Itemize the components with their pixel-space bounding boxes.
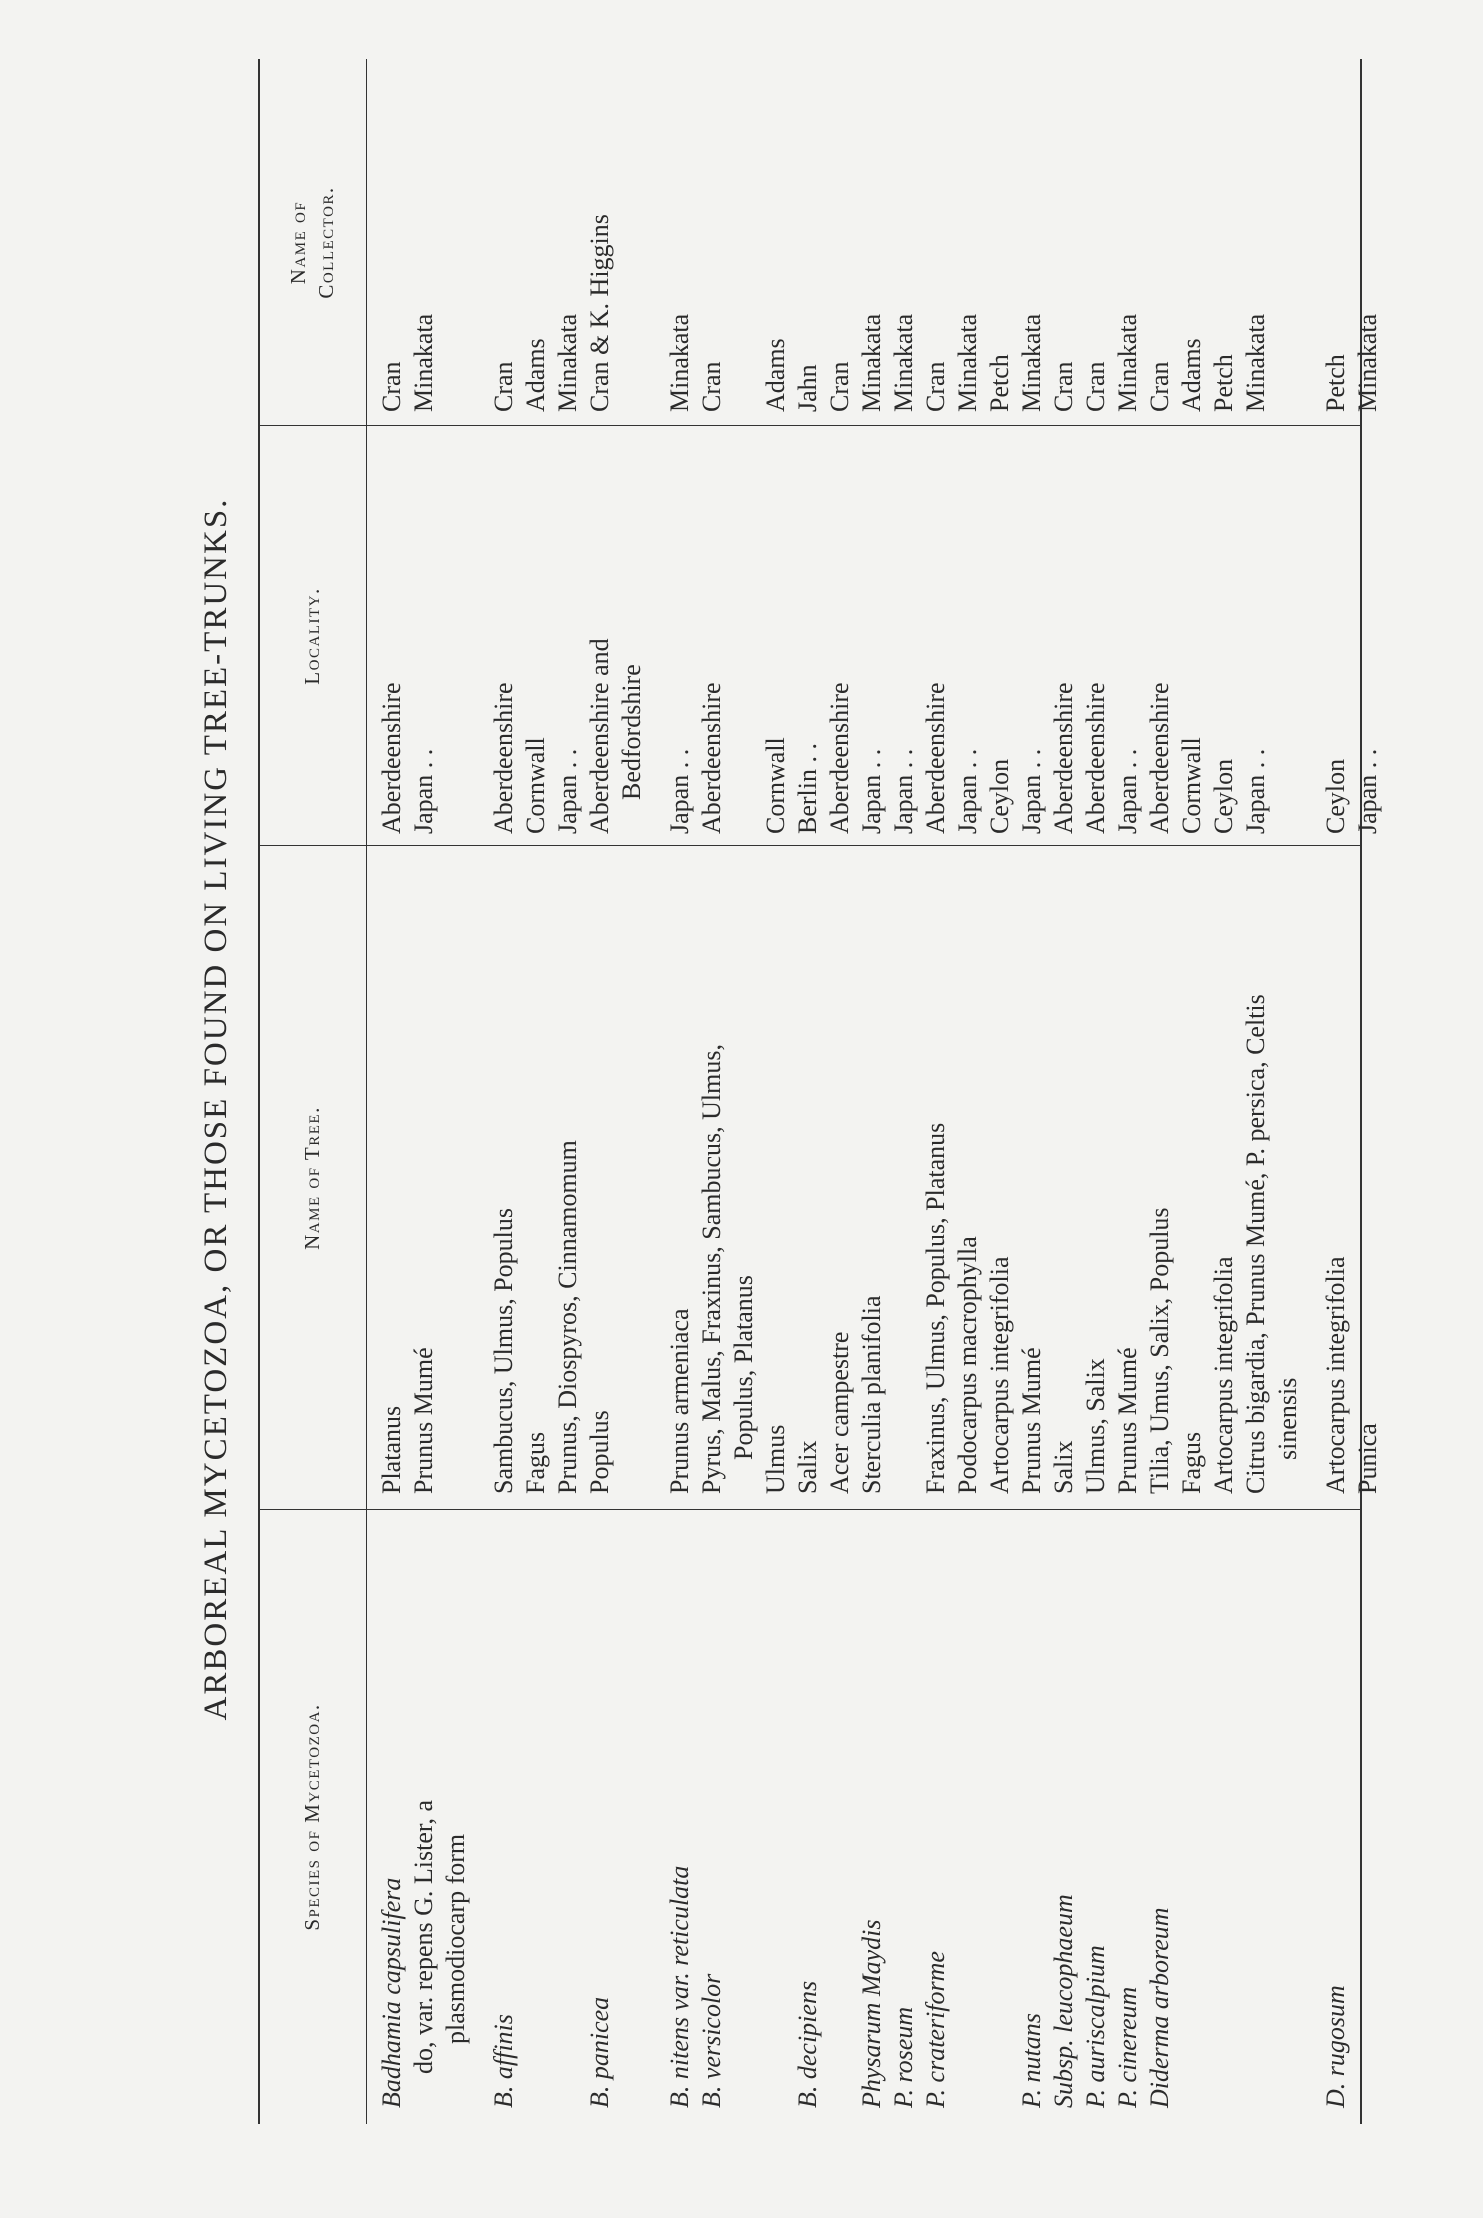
collector-cell: Petch [1321, 354, 1350, 412]
row-spacer [648, 59, 664, 2124]
table-row [616, 59, 648, 2124]
locality-cell: Aberdeenshire [697, 682, 726, 834]
table-row [1208, 59, 1240, 2124]
tree-cell: Populus, Platanus [729, 1275, 758, 1460]
locality-cell: Japan . . [1017, 748, 1046, 834]
locality-cell: Japan . . [857, 748, 886, 834]
header-species [258, 1510, 366, 2124]
table-header-rule [366, 59, 367, 2124]
table-row [728, 59, 760, 2124]
locality-cell: Ceylon [1209, 758, 1238, 834]
tree-cell: Populus [585, 1410, 614, 1494]
tree-cell: Fagus [521, 1431, 550, 1494]
header-locality [258, 426, 366, 846]
species-cell: Diderma arboreum [1145, 1907, 1174, 2108]
collector-cell: Minakata [857, 313, 886, 412]
header-collector [258, 59, 366, 426]
locality-cell: Cornwall [761, 737, 790, 834]
locality-cell: Aberdeenshire [1081, 682, 1110, 834]
species-cell: D. rugosum [1321, 1985, 1350, 2108]
collector-cell: Minakata [553, 313, 582, 412]
tree-cell: sinensis [1273, 1377, 1302, 1460]
species-cell: B. nitens var. reticulata [665, 1865, 694, 2108]
collector-cell: Minakata [953, 313, 982, 412]
row-spacer [472, 59, 488, 2124]
species-cell: B. versicolor [697, 1973, 726, 2108]
species-cell: plasmodiocarp form [441, 1833, 470, 2044]
table-row [760, 59, 792, 2124]
table-row [1080, 59, 1112, 2124]
species-cell: P. nutans [1017, 2013, 1046, 2108]
species-cell: Subsp. leucophaeum [1049, 1894, 1078, 2108]
locality-cell: Japan . . [665, 748, 694, 834]
collector-cell: Cran [1145, 361, 1174, 412]
tree-cell: Acer campestre [825, 1331, 854, 1494]
locality-cell: Japan . . [889, 748, 918, 834]
table-row [1320, 59, 1352, 2124]
tree-cell: Ulmus, Salix [1081, 1358, 1110, 1494]
header-collector-label-2: Collector. [314, 186, 338, 299]
table-row [856, 59, 888, 2124]
table-row [1240, 59, 1272, 2124]
tree-cell: Tilia, Umus, Salix, Populus [1145, 1207, 1174, 1494]
collector-cell: Cran & K. Higgins [585, 214, 614, 412]
tree-cell: Prunus, Diospyros, Cinnamomum [553, 1140, 582, 1494]
collector-cell: Petch [1209, 354, 1238, 412]
tree-cell: Salix [793, 1440, 822, 1494]
collector-cell: Petch [985, 354, 1014, 412]
locality-cell: Japan . . [953, 748, 982, 834]
header-collector-label-1: Name of [286, 200, 310, 285]
tree-cell: Punica [1353, 1423, 1382, 1494]
tree-cell: Pyrus, Malus, Fraxinus, Sambucus, Ulmus, [697, 1044, 726, 1494]
table-row [1144, 59, 1176, 2124]
tree-cell: Artocarpus integrifolia [1209, 1256, 1238, 1494]
header-species-label: Species of Mycetozoa. [300, 1703, 324, 1931]
collector-cell: Cran [921, 361, 950, 412]
locality-cell: Bedfordshire [617, 664, 646, 800]
locality-cell: Aberdeenshire and [585, 638, 614, 834]
locality-cell: Cornwall [1177, 737, 1206, 834]
collector-cell: Minakata [1113, 313, 1142, 412]
tree-cell: Artocarpus integrifolia [985, 1256, 1014, 1494]
table-row [1112, 59, 1144, 2124]
locality-cell: Cornwall [521, 737, 550, 834]
table-row [488, 59, 520, 2124]
locality-cell: Aberdeenshire [1049, 682, 1078, 834]
header-tree-label: Name of Tree. [300, 1106, 324, 1250]
page-title: ARBOREAL MYCETOZOA, OR THOSE FOUND ON LIVING TREE-TRUNKS. [198, 497, 234, 1721]
species-cell: do, var. repens G. Lister, a [409, 1799, 438, 2074]
locality-cell: Japan . . [1353, 748, 1382, 834]
locality-cell: Berlin . . [793, 743, 822, 834]
collector-cell: Minakata [1353, 313, 1382, 412]
collector-cell: Cran [1049, 361, 1078, 412]
table-row [1176, 59, 1208, 2124]
species-cell: P. crateriforme [921, 1951, 950, 2108]
species-cell: B. decipiens [793, 1980, 822, 2108]
table-row [984, 59, 1016, 2124]
collector-cell: Cran [377, 361, 406, 412]
table-row [408, 59, 440, 2124]
tree-cell: Prunus Mumé [1017, 1347, 1046, 1494]
locality-cell: Ceylon [1321, 758, 1350, 834]
species-cell: Badhamia capsulifera [377, 1877, 406, 2108]
table-row [552, 59, 584, 2124]
tree-cell: Sterculia planifolia [857, 1295, 886, 1494]
collector-cell: Minakata [409, 313, 438, 412]
tree-cell: Artocarpus integrifolia [1321, 1256, 1350, 1494]
locality-cell: Japan . . [1241, 748, 1270, 834]
table-row [376, 59, 408, 2124]
table-body [376, 59, 1384, 2124]
table-row [920, 59, 952, 2124]
collector-cell: Minakata [889, 313, 918, 412]
locality-cell: Japan . . [1113, 748, 1142, 834]
collector-cell: Adams [1177, 338, 1206, 412]
collector-cell: Adams [521, 338, 550, 412]
species-cell: P. roseum [889, 2006, 918, 2108]
tree-cell: Sambucus, Ulmus, Populus [489, 1207, 518, 1494]
species-cell: Physarum Maydis [857, 1919, 886, 2108]
table-row [664, 59, 696, 2124]
species-cell: B. affinis [489, 2014, 518, 2108]
row-spacer [1304, 59, 1320, 2124]
table-row [1048, 59, 1080, 2124]
locality-cell: Ceylon [985, 758, 1014, 834]
tree-cell: Salix [1049, 1440, 1078, 1494]
table-row [440, 59, 472, 2124]
collector-cell: Minakata [665, 313, 694, 412]
table-row [1016, 59, 1048, 2124]
table-row [1352, 59, 1384, 2124]
tree-cell: Prunus Mumé [1113, 1347, 1142, 1494]
collector-cell: Jahn [793, 364, 822, 412]
locality-cell: Japan . . [409, 748, 438, 834]
locality-cell: Aberdeenshire [377, 682, 406, 834]
collector-cell: Minakata [1241, 313, 1270, 412]
locality-cell: Japan . . [553, 748, 582, 834]
table-row [1272, 59, 1304, 2124]
locality-cell: Aberdeenshire [489, 682, 518, 834]
table-row [824, 59, 856, 2124]
table-row [888, 59, 920, 2124]
tree-cell: Platanus [377, 1405, 406, 1494]
species-cell: P. auriscalpium [1081, 1945, 1110, 2108]
locality-cell: Aberdeenshire [921, 682, 950, 834]
table-row [792, 59, 824, 2124]
collector-cell: Adams [761, 338, 790, 412]
tree-cell: Prunus armeniaca [665, 1308, 694, 1494]
locality-cell: Aberdeenshire [1145, 682, 1174, 834]
tree-cell: Podocarpus macrophylla [953, 1236, 982, 1494]
table-row [952, 59, 984, 2124]
species-cell: P. cinereum [1113, 1986, 1142, 2108]
collector-cell: Cran [697, 361, 726, 412]
tree-cell: Fraxinus, Ulmus, Populus, Platanus [921, 1122, 950, 1494]
tree-cell: Citrus bigardia, Prunus Mumé, P. persica, Celtis [1241, 994, 1270, 1494]
collector-cell: Cran [489, 361, 518, 412]
table-row [696, 59, 728, 2124]
locality-cell: Aberdeenshire [825, 682, 854, 834]
table-row [520, 59, 552, 2124]
tree-cell: Ulmus [761, 1424, 790, 1494]
collector-cell: Cran [1081, 361, 1110, 412]
collector-cell: Minakata [1017, 313, 1046, 412]
tree-cell: Fagus [1177, 1431, 1206, 1494]
table-row [584, 59, 616, 2124]
collector-cell: Cran [825, 361, 854, 412]
header-locality-label: Locality. [300, 587, 324, 685]
tree-cell: Prunus Mumé [409, 1347, 438, 1494]
species-cell: B. panicea [585, 1996, 614, 2108]
header-tree [258, 846, 366, 1510]
